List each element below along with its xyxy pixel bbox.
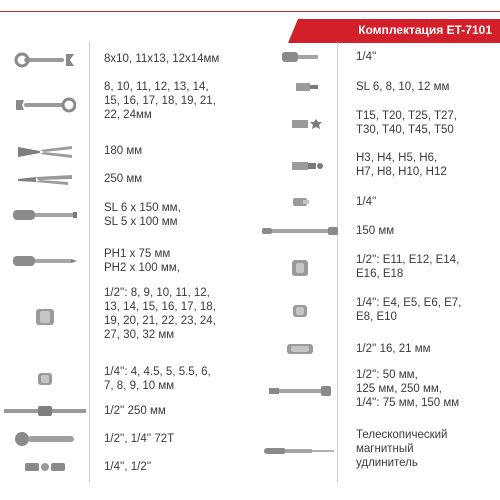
list-item	[250, 295, 500, 327]
header-title: Комплектация ET-7101	[358, 23, 492, 37]
slotted-bit-icon	[260, 76, 340, 98]
item-text: 1/4''	[356, 196, 377, 208]
item-text: 1/2'': 8, 9, 10, 11, 12, 13, 14, 15, 16, 17, 18, 19, 20, 21, 22, 23, 24, 27, 30, 32 мм	[104, 287, 216, 341]
list-item	[250, 368, 500, 414]
list-item	[0, 400, 250, 422]
list-item	[250, 252, 500, 284]
combination-wrench-icon	[0, 46, 90, 74]
list-item	[250, 108, 500, 140]
bit-adapter-icon	[260, 192, 340, 212]
list-item	[250, 428, 500, 474]
combination-pliers-icon	[0, 138, 90, 166]
item-text: 1/4'', 1/2''	[104, 461, 152, 473]
header	[0, 0, 500, 40]
item-text: 1/2'' 16, 21 мм	[356, 343, 431, 355]
list-item	[250, 192, 500, 212]
torx-bit-icon	[260, 108, 340, 140]
list-item	[250, 338, 500, 360]
list-item	[0, 80, 250, 130]
flexible-extension-icon	[260, 220, 340, 242]
item-text: 180 мм	[104, 145, 143, 157]
torx-socket-small-icon	[260, 295, 340, 327]
list-item	[0, 286, 250, 348]
item-text: 1/4'': E4, E5, E6, E7, E8, E10	[356, 297, 462, 323]
list-item	[0, 166, 250, 194]
telescopic-magnet-icon	[260, 428, 340, 474]
ratchet-handle-icon	[0, 428, 90, 450]
item-text: 1/2'', 1/4'' 72T	[104, 433, 175, 445]
deep-socket-icon	[260, 338, 340, 360]
item-text: 1/4'': 4, 4.5, 5, 5.5, 6, 7, 8, 9, 10 мм	[104, 366, 211, 392]
item-text: H3, H4, H5, H6, H7, H8, H10, H12	[356, 152, 447, 178]
phillips-screwdriver-icon	[0, 244, 90, 278]
ratchet-combination-wrench-icon	[0, 80, 90, 130]
extension-bar-icon	[260, 368, 340, 414]
list-item	[0, 198, 250, 232]
item-text: 150 мм	[356, 225, 395, 237]
item-text: SL 6 x 150 мм, SL 5 x 100 мм	[104, 202, 181, 228]
slotted-screwdriver-icon	[0, 198, 90, 232]
item-text: 1/2'': 50 мм, 125 мм, 250 мм, 1/4'': 75 мм, 150 мм	[356, 369, 460, 409]
list-item	[0, 362, 250, 396]
list-item	[0, 428, 250, 450]
locking-pliers-icon	[0, 166, 90, 194]
list-item	[0, 456, 250, 478]
socket-half-inch-icon	[0, 286, 90, 348]
list-item	[250, 220, 500, 242]
universal-joint-icon	[0, 456, 90, 478]
item-text: 8, 10, 11, 12, 13, 14, 15, 16, 17, 18, 19, 21, 22, 24мм	[104, 81, 216, 121]
item-text: 250 мм	[104, 173, 143, 185]
item-text: Телескопический магнитный удлинитель	[356, 429, 448, 469]
t-handle-bar-icon	[0, 400, 90, 422]
item-text: 1/2'': E11, E12, E14, E16, E18	[356, 254, 460, 280]
item-text: 8x10, 11x13, 12x14мм	[104, 53, 220, 65]
screwdriver-bit-handle-icon	[260, 46, 340, 68]
hex-bit-icon	[260, 150, 340, 182]
list-item	[250, 76, 500, 98]
torx-socket-large-icon	[260, 252, 340, 284]
list-item	[250, 46, 500, 68]
list-item	[0, 244, 250, 278]
list-item	[0, 46, 250, 74]
header-rule	[0, 11, 500, 12]
list-item	[250, 150, 500, 182]
item-text: SL 6, 8, 10, 12 мм	[356, 81, 450, 93]
item-text: 1/4''	[356, 51, 377, 63]
list-item	[0, 138, 250, 166]
item-text: 1/2'' 250 мм	[104, 405, 166, 417]
socket-quarter-inch-icon	[0, 362, 90, 396]
item-text: T15, T20, T25, T27, T30, T40, T45, T50	[356, 110, 458, 136]
item-text: PH1 x 75 мм PH2 x 100 мм,	[104, 248, 180, 274]
